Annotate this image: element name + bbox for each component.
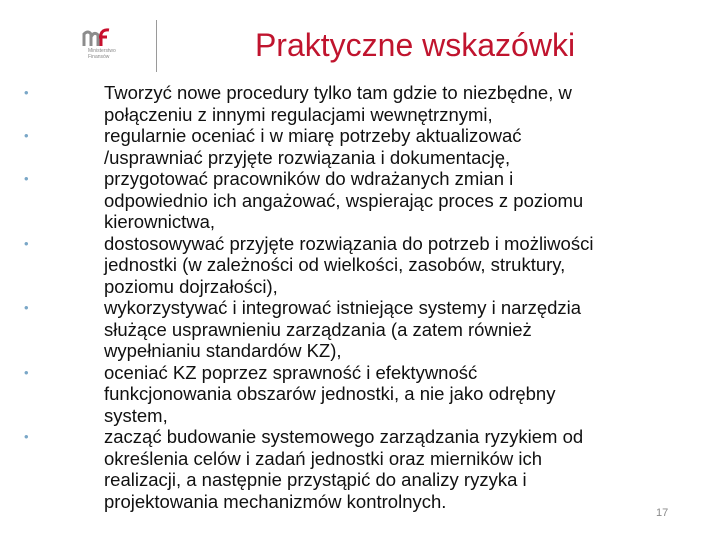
mf-logo-icon [82, 26, 116, 48]
logo-line-2: Finansów [88, 54, 110, 60]
bullet-marker-icon: • [24, 235, 29, 251]
bullet-item [24, 426, 684, 512]
bullet-text-line: służące usprawnieniu zarządzania (a zatem również [104, 318, 532, 340]
bullet-marker-icon: • [24, 128, 29, 143]
logo-line-1: Ministerstwo [88, 48, 116, 54]
bullet-item [24, 82, 684, 125]
bullet-text-line: przygotować pracowników do wdrażanych zmian i [104, 168, 514, 189]
bullet-text-line: zacząć budowanie systemowego zarządzania ryzykiem od [104, 426, 584, 447]
bullet-item [24, 125, 684, 168]
bullet-item [24, 297, 684, 362]
logo-text [88, 48, 116, 60]
bullet-text-line: Tworzyć nowe procedury tylko tam gdzie to niezbędne, w [104, 82, 572, 103]
ministry-logo [82, 26, 144, 74]
bullet-item [24, 168, 684, 233]
bullet-text-line: połączeniu z innymi regulacjami wewnętrznymi, [104, 103, 493, 125]
logo-divider [156, 20, 157, 72]
bullet-text-line: realizacji, a następnie przystąpić do analizy ryzyka i [104, 469, 527, 490]
bullet-text-line: funkcjonowania obszarów jednostki, a nie jako odrębny [104, 383, 556, 404]
bullet-marker-icon: • [24, 429, 29, 444]
bullet-text-line: regularnie oceniać i w miarę potrzeby aktualizować [104, 125, 522, 146]
bullet-text-line: oceniać KZ poprzez sprawność i efektywność [104, 361, 478, 383]
bullet-text-line: odpowiednio ich angażować, wspierając proces z poziomu [104, 189, 584, 211]
bullet-text-line: jednostki (w zależności od wielkości, zasobów, struktury, [104, 254, 566, 275]
bullet-list [24, 82, 684, 512]
bullet-text-line: wykorzystywać i integrować istniejące systemy i narzędzia [104, 297, 582, 318]
bullet-text-line: projektowania mechanizmów kontrolnych. [104, 490, 447, 512]
bullet-text-line: określenia celów i zadań jednostki oraz mierników ich [104, 447, 543, 469]
bullet-marker-icon: • [24, 300, 29, 315]
bullet-marker-icon: • [24, 85, 29, 100]
bullet-marker-icon: • [24, 171, 29, 186]
bullet-text-line: wypełnianiu standardów KZ), [104, 340, 342, 361]
bullet-text-line: kierownictwa, [104, 211, 216, 232]
bullet-item [24, 362, 684, 427]
bullet-text-line: poziomu dojrzałości), [104, 275, 278, 297]
bullet-text-line: /usprawniać przyjęte rozwiązania i dokumentację, [104, 146, 511, 168]
bullet-item [24, 233, 684, 298]
slide-title: Praktyczne wskazówki [254, 27, 576, 63]
bullet-text-line: system, [104, 404, 168, 426]
page-number: 17 [656, 507, 669, 519]
bullet-text-line: dostosowywać przyjęte rozwiązania do potrzeb i możliwości [104, 232, 594, 254]
bullet-marker-icon: • [24, 364, 29, 380]
